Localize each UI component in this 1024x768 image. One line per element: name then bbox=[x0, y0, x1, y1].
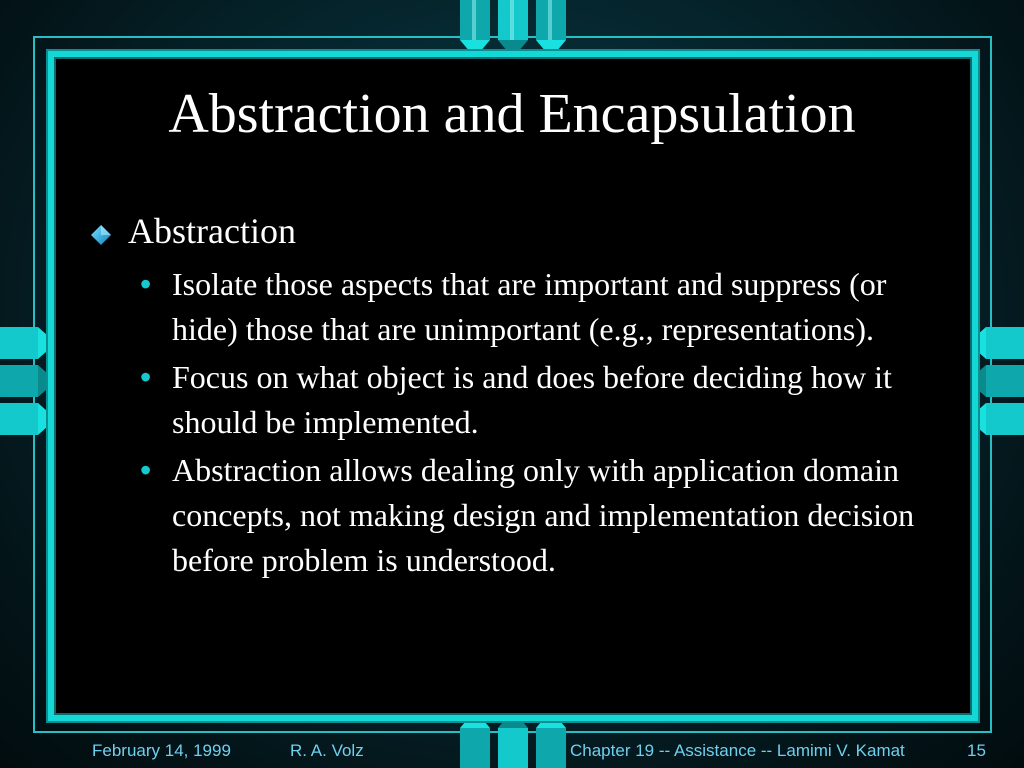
list-item-text: Abstraction allows dealing only with application domain concepts, not making design and implementation decision before problem is understood. bbox=[172, 452, 915, 578]
sub-bullet-list bbox=[140, 262, 930, 586]
footer-page-number: 15 bbox=[967, 741, 986, 760]
footer-author: R. A. Volz bbox=[290, 741, 364, 760]
bullet-dot-icon: • bbox=[140, 359, 152, 395]
list-item bbox=[140, 355, 930, 445]
list-item-text: Focus on what object is and does before deciding how it should be implemented. bbox=[172, 359, 892, 440]
footer-chapter: Chapter 19 -- Assistance -- Lamimi V. Kamat bbox=[570, 741, 905, 760]
bullet-dot-icon: • bbox=[140, 266, 152, 302]
list-item bbox=[140, 448, 930, 583]
bullet-abstraction bbox=[88, 207, 296, 255]
bullet-label: Abstraction bbox=[128, 211, 296, 251]
footer-date: February 14, 1999 bbox=[92, 741, 231, 760]
bullet-dot-icon: • bbox=[140, 452, 152, 488]
list-item bbox=[140, 262, 930, 352]
list-item-text: Isolate those aspects that are important and suppress (or hide) those that are unimportant (e.g., representations). bbox=[172, 266, 887, 347]
slide-title: Abstraction and Encapsulation bbox=[168, 83, 856, 145]
